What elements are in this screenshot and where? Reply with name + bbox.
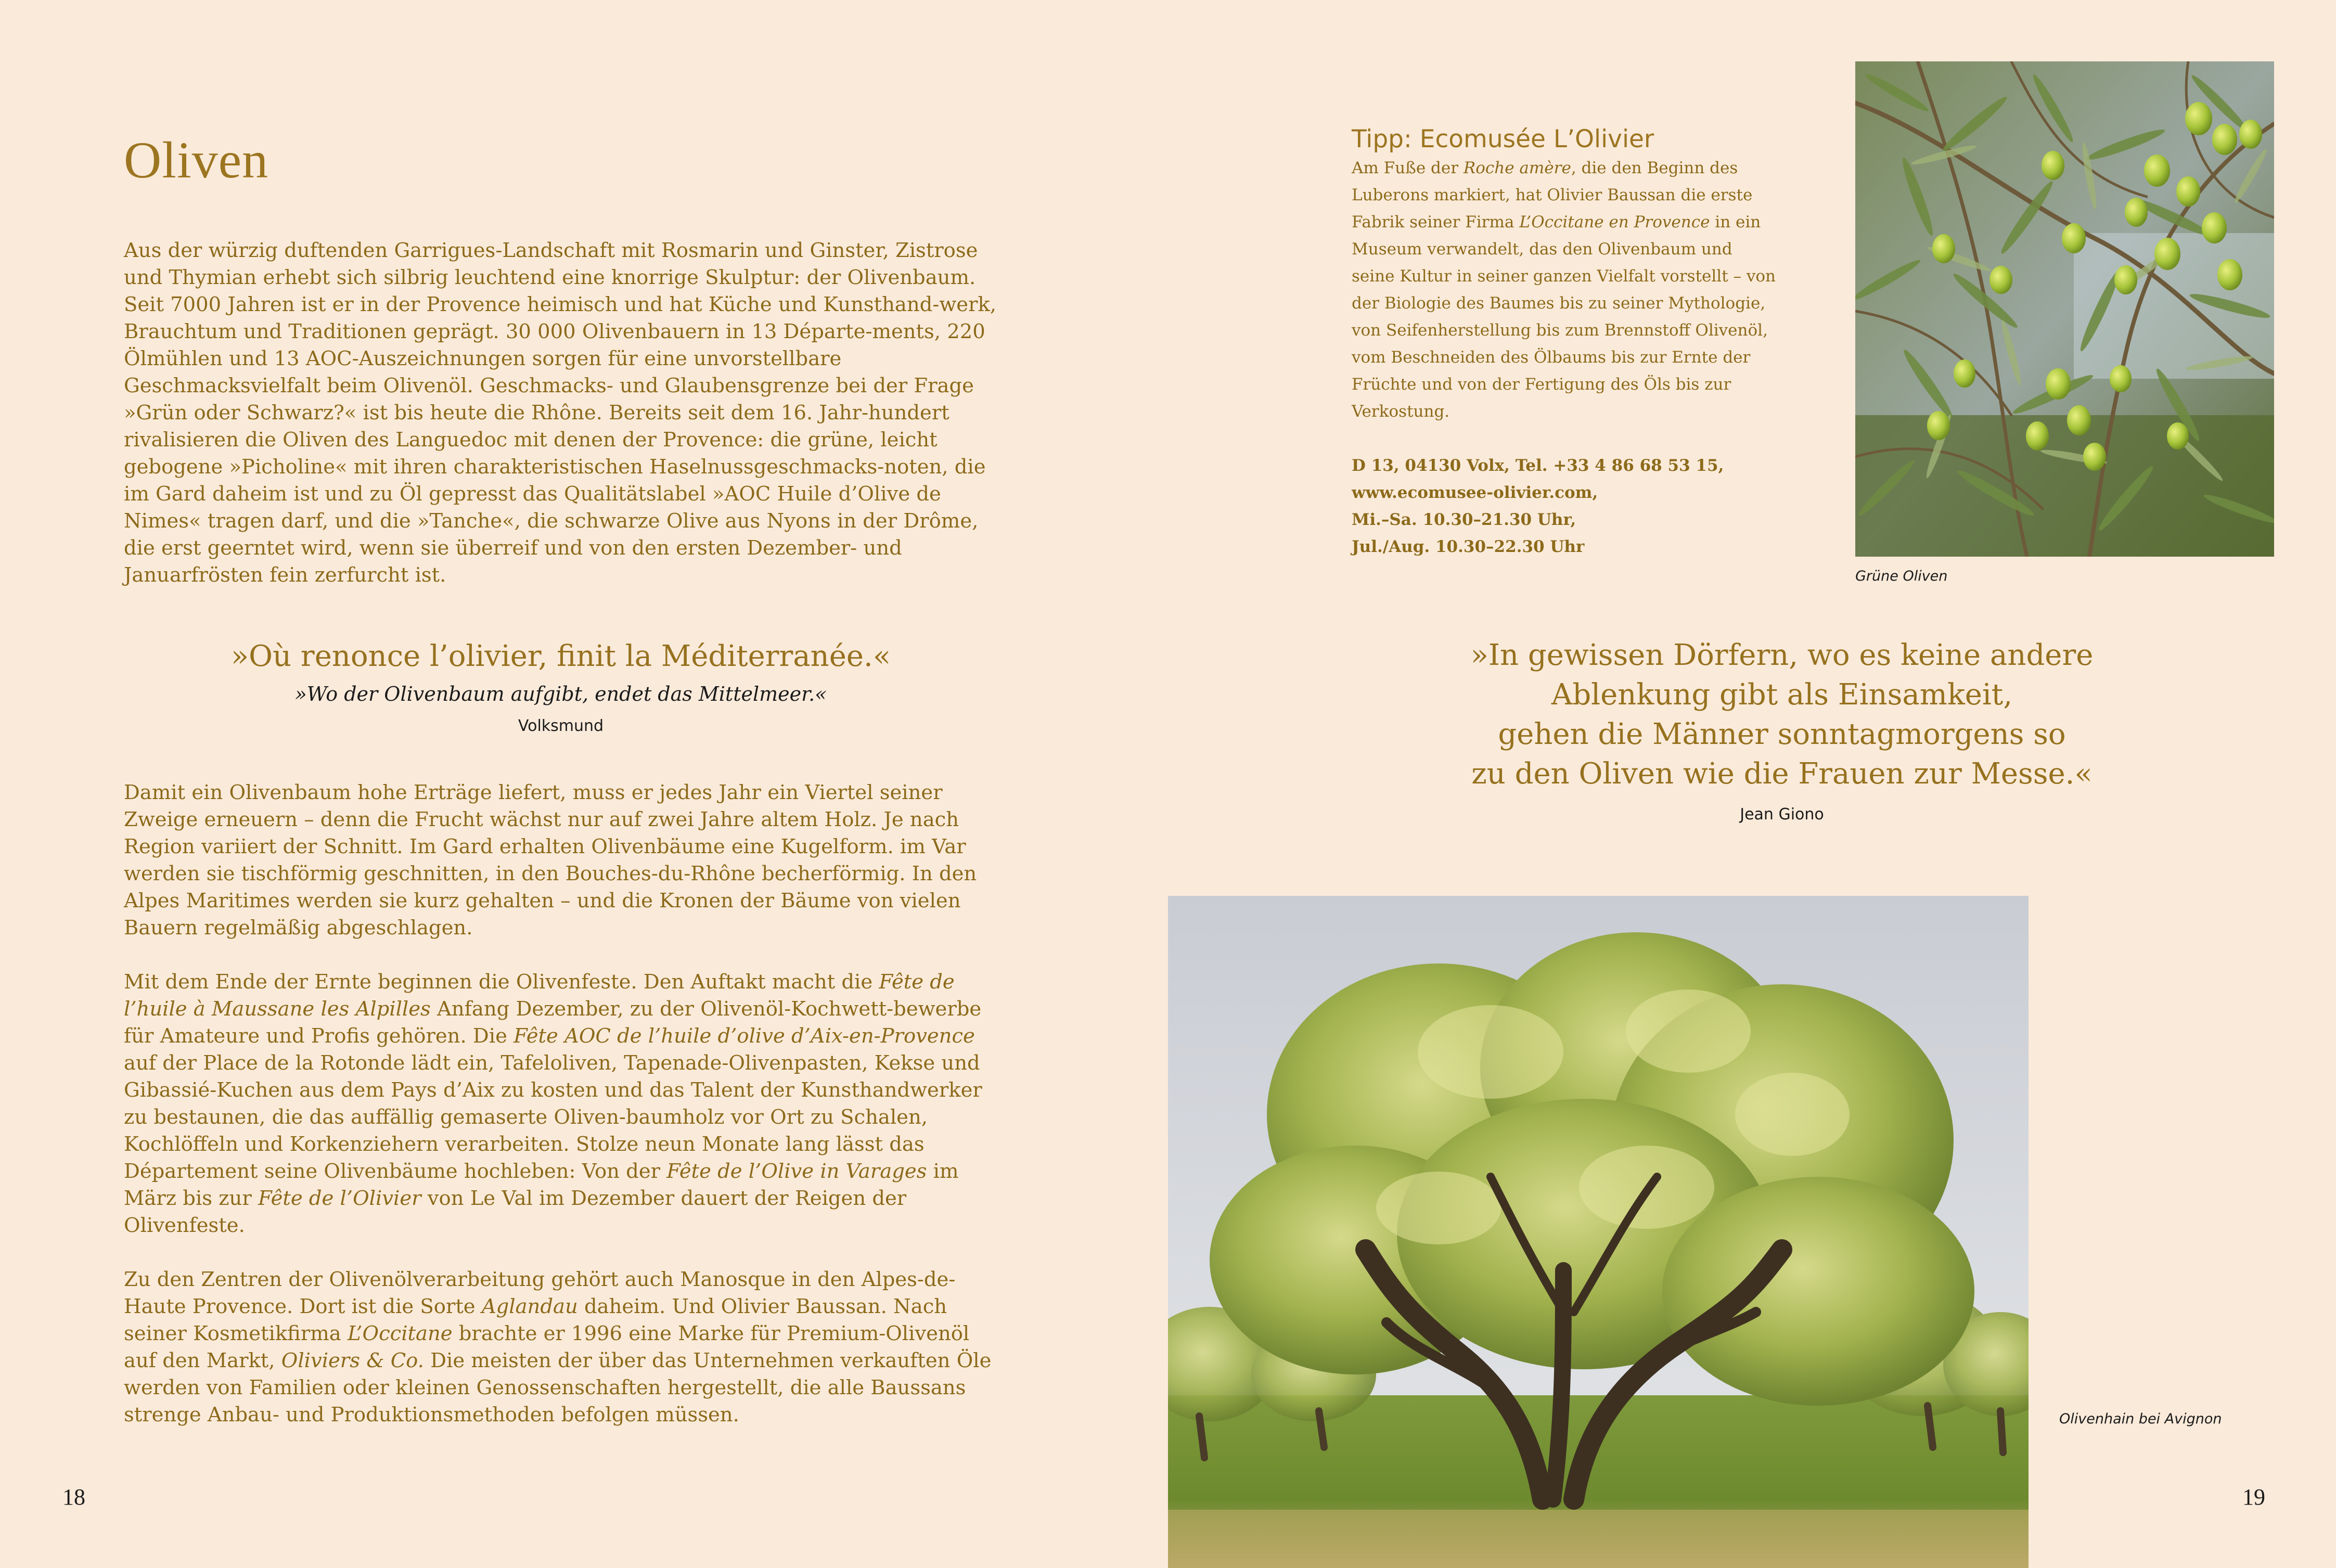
- text-run: von Le Val im Dezember dauert der Reigen der Olivenfeste.: [124, 1187, 907, 1237]
- quote-german: »Wo der Olivenbaum aufgibt, endet das Mittelmeer.«: [294, 683, 827, 705]
- intro-paragraph: [124, 237, 998, 589]
- quote-line-3: gehen die Männer sonntagmorgens so: [1498, 717, 2066, 751]
- text-run: Mit dem Ende der Ernte beginnen die Olivenfeste. Den Auftakt macht die: [124, 970, 879, 994]
- text-run: Am Fuße der: [1352, 159, 1464, 177]
- text-run: , die den Beginn des Luberons markiert, hat Olivier Baussan die erste Fabrik seiner Firma: [1352, 159, 1753, 232]
- tip-contact-website: www.ecomusee-olivier.com,: [1352, 483, 1598, 502]
- tip-contact-address: D 13, 04130 Volx, Tel. +33 4 86 68 53 15,: [1352, 456, 1724, 475]
- page-number-left: 18: [62, 1484, 85, 1510]
- olive-grove-illustration: [1168, 896, 2029, 1568]
- olive-grove-photo: [1168, 896, 2029, 1568]
- festival-name: Fête de l’huile à Maussane les Alpilles: [124, 970, 955, 1021]
- tip-title: Tipp: Ecomusée L’Olivier: [1352, 125, 1654, 153]
- proverb-quote-block: [124, 637, 998, 735]
- page-title: Oliven: [124, 131, 269, 189]
- paragraph-manosque: [124, 1266, 998, 1429]
- photo-caption-olives: Grüne Oliven: [1855, 568, 1948, 584]
- quote-french: »Où renonce l’olivier, finit la Méditerranée.«: [230, 639, 891, 673]
- festival-name: Fête de l’Olivier: [258, 1187, 421, 1210]
- brand-name: L’Occitane en Provence: [1519, 213, 1710, 232]
- text-run: Die meisten der über das Unternehmen verkauften Öle werden von Familien oder kleinen Genossenschaften hergestellt, die alle Baussans strenge Anbau- und Produktionsmethoden befolgen müssen.: [124, 1349, 992, 1426]
- text-run: Zu den Zentren der Olivenölverarbeitung gehört auch Manosque in den Alpes-de-Haute Provence. Dort ist die Sorte: [124, 1268, 956, 1318]
- text-run: auf der Place de la Rotonde lädt ein, Tafeloliven, Tapenade-Olivenpasten, Kekse und Gibassié-Kuchen aus dem Pays d’Aix zu kosten und das Talent der Kunsthandwerker zu bestaunen, die das auffällig gemaserte Oliven-baumholz vor Ort zu Schalen, Kochlöffeln und Korkenziehern verarbeiten. Stolze neun Monate lang lässt das Département seine Olivenbäume hochleben: Von der: [124, 1051, 982, 1183]
- green-olives-illustration: [1855, 61, 2274, 557]
- text-run: Anfang Dezember, zu der Olivenöl-Kochwett-bewerbe für Amateure und Profis gehören. Die: [124, 997, 982, 1048]
- tip-opening-hours: Mi.–Sa. 10.30–21.30 Uhr,: [1352, 510, 1576, 529]
- quote-line-2: Ablenkung gibt als Einsamkeit,: [1551, 678, 2013, 712]
- variety-name: Aglandau: [481, 1295, 578, 1318]
- text-run: in ein Museum verwandelt, das den Olivenbaum und seine Kultur in seiner ganzen Vielfalt vorstellt – von der Biologie des Baumes bis zu seiner Mythologie, von Seifenherstellung bis zum Brennstoff Olivenöl, vom Beschneiden des Ölbaums bis zur Ernte der Früchte und von der Fertigung des Öls bis zur Verkostung.: [1352, 213, 1776, 421]
- paragraph-pruning: Damit ein Olivenbaum hohe Erträge liefert, muss er jedes Jahr ein Viertel seiner Zweige erneuern – denn die Frucht wächst nur auf zwei Jahre altem Holz. Je nach Region variiert der Schnitt. Im Gard erhalten Olivenbäume eine Kugelform. im Var werden sie tischförmig geschnitten, in den Bouches-du-Rhône becherförmig. In den Alpes Maritimes werden sie kurz gehalten – und die Kronen der Bäume von vielen Bauern regelmäßig abgeschlagen.: [124, 781, 977, 940]
- quote-attribution: Volksmund: [518, 717, 604, 735]
- quote-attribution-giono: Jean Giono: [1740, 805, 1824, 824]
- brand-name: Oliviers & Co.: [281, 1349, 424, 1372]
- photo-caption-grove: Olivenhain bei Avignon: [2059, 1411, 2222, 1427]
- tip-opening-hours-summer: Jul./Aug. 10.30–22.30 Uhr: [1352, 537, 1585, 556]
- page-number-right: 19: [2242, 1484, 2265, 1510]
- intro-text: Aus der würzig duftenden Garrigues-Landschaft mit Rosmarin und Ginster, Zistrose und Thymian erhebt sich silbrig leuchtend eine knorrige Skulptur: der Olivenbaum. Seit 7000 Jahren ist er in der Provence heimisch und hat Küche und Kunsthand-werk, Brauchtum und Traditionen geprägt. 30 000 Olivenbauern in 13 Départe-ments, 220 Ölmühlen und 13 AOC-Auszeichnungen sorgen für eine unvorstellbare Geschmacksvielfalt beim Olivenöl. Geschmacks- und Glaubensgrenze bei der Frage »Grün oder Schwarz?« ist bis heute die Rhône. Bereits seit dem 16. Jahr-hundert rivalisieren die Oliven des Languedoc mit denen der Provence: die grüne, leicht gebogene »Picholine« mit ihren charakteristischen Haselnussgeschmacks-noten, die im Gard daheim ist und zu Öl gepresst das Qualitätslabel »AOC Huile d’Olive de Nimes« tragen darf, und die »Tanche«, die schwarze Olive aus Nyons in der Drôme, die erst geerntet wird, wenn sie überreif und von den ersten Dezember- und Januarfrösten fein zerfurcht ist.: [124, 239, 997, 587]
- quote-line-4: zu den Oliven wie die Frauen zur Messe.«: [1471, 757, 2093, 791]
- tip-box: [1352, 125, 1778, 560]
- place-name: Roche amère: [1463, 159, 1571, 177]
- brand-name: L’Occitane: [347, 1322, 453, 1345]
- paragraph-festivals: [124, 969, 998, 1239]
- festival-name: Fête de l’Olive in Varages: [666, 1160, 927, 1183]
- text-run: im März bis zur: [124, 1160, 959, 1210]
- main-text-column: [124, 779, 998, 1429]
- text-run: brachte er 1996 eine Marke für Premium-Olivenöl auf den Markt,: [124, 1322, 970, 1372]
- festival-name: Fête AOC de l’huile d’olive d’Aix-en-Provence: [514, 1024, 975, 1048]
- green-olives-photo: [1855, 61, 2274, 557]
- tip-text: [1352, 155, 1778, 425]
- text-run: daheim. Und Olivier Baussan. Nach seiner Kosmetikfirma: [124, 1295, 947, 1345]
- giono-quote-block: [1405, 636, 2159, 824]
- quote-line-1: »In gewissen Dörfern, wo es keine andere: [1470, 638, 2094, 672]
